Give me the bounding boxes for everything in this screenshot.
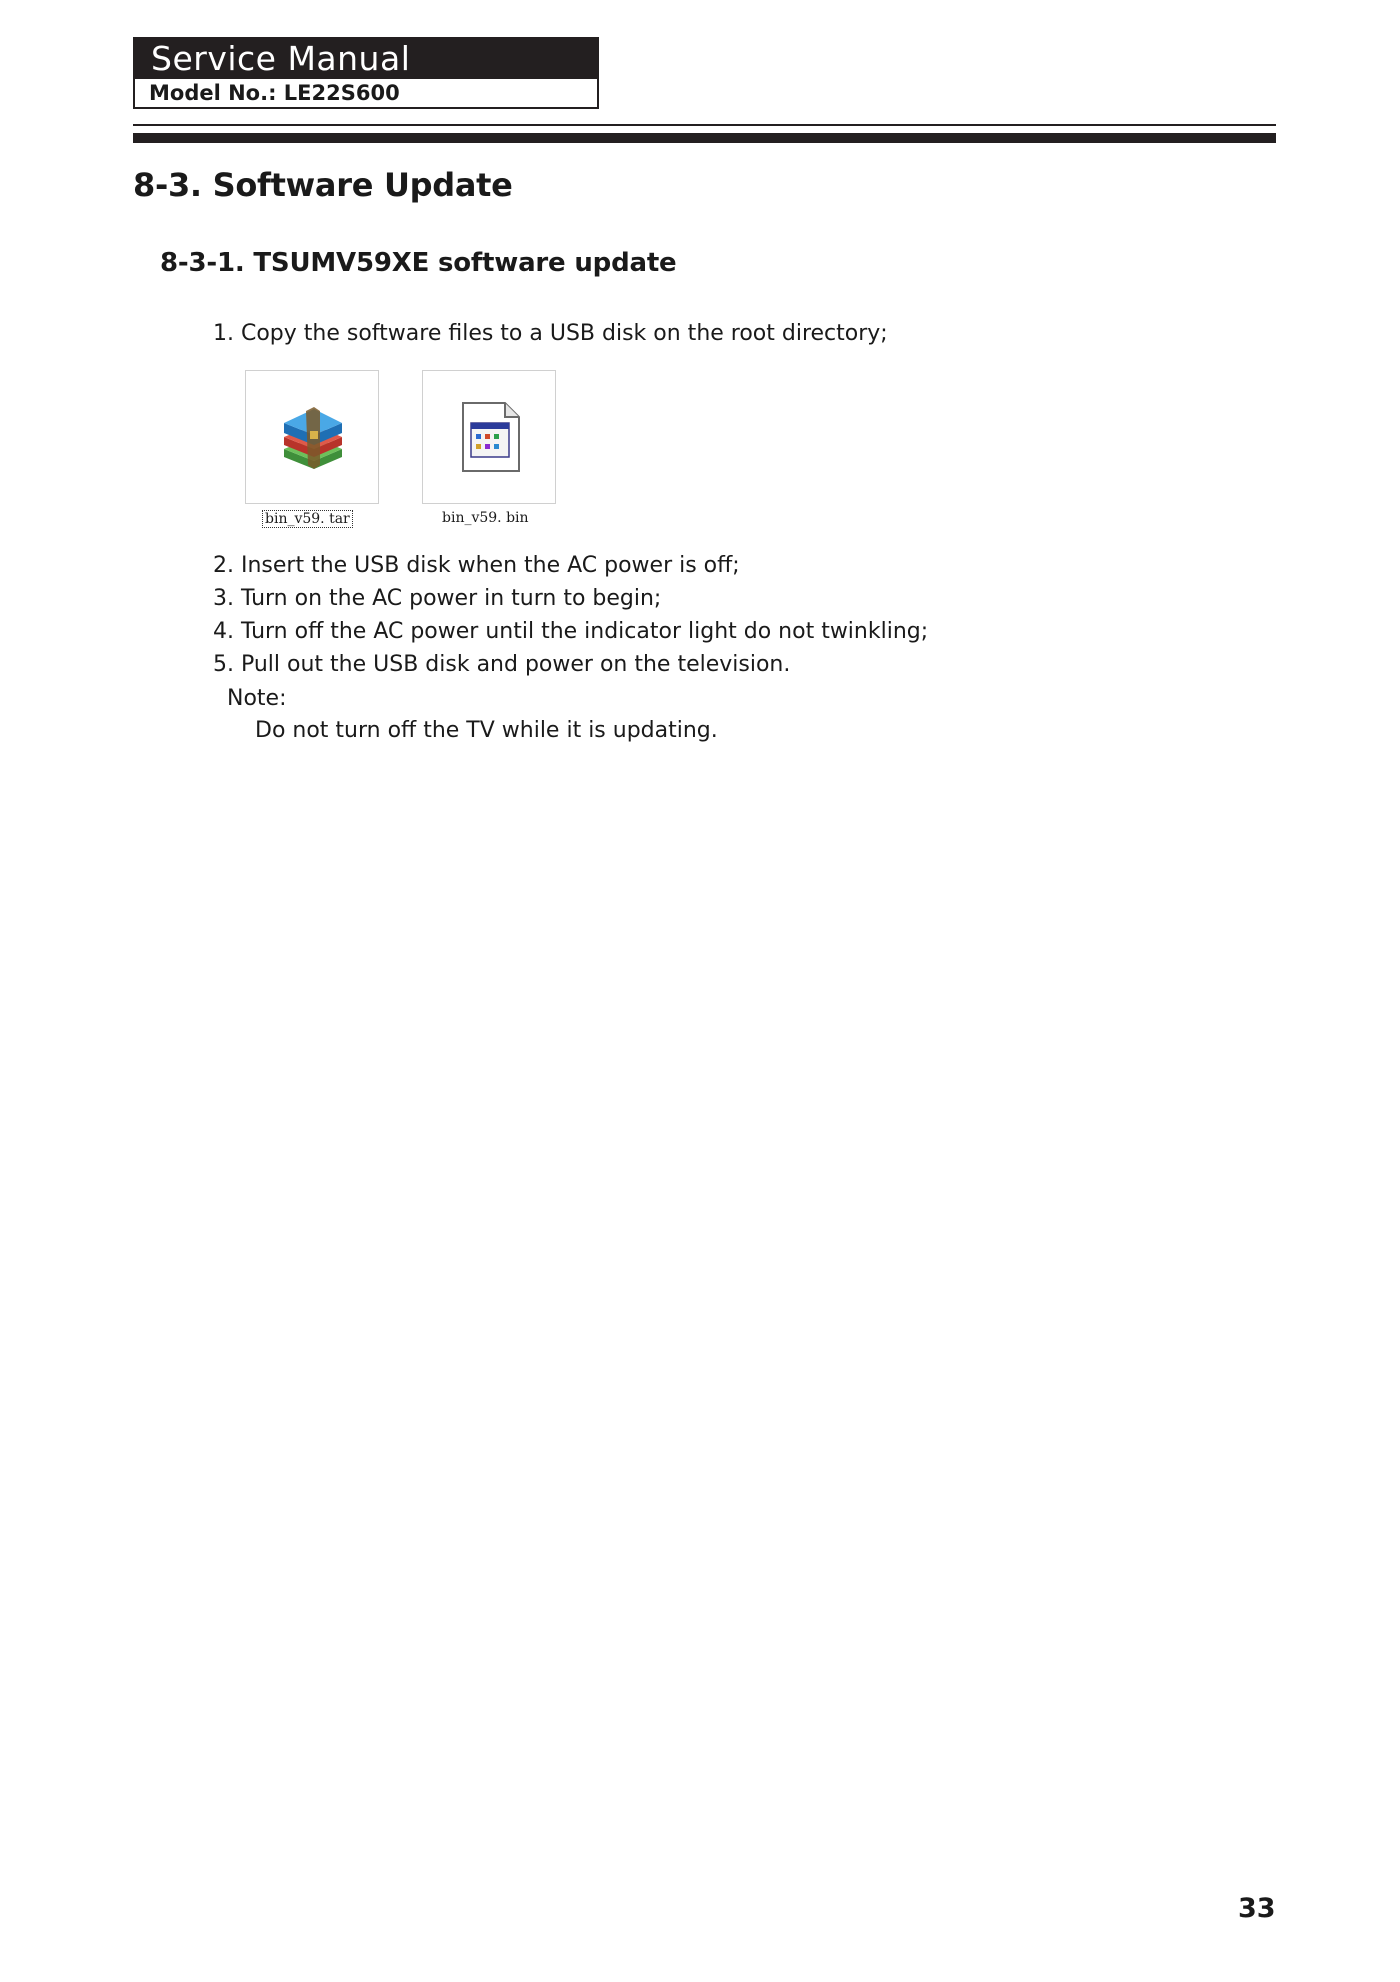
note-text: Do not turn off the TV while it is updating. xyxy=(255,718,718,743)
header-rule-thin xyxy=(133,124,1276,126)
step-4: 4. Turn off the AC power until the indicator light do not twinkling; xyxy=(213,619,929,644)
file-tile-tar[interactable] xyxy=(245,370,379,504)
header-box xyxy=(133,37,599,109)
file-tile-bin[interactable] xyxy=(422,370,556,504)
step-5: 5. Pull out the USB disk and power on the television. xyxy=(213,652,791,677)
binary-file-icon xyxy=(423,371,555,503)
step-1: 1. Copy the software files to a USB disk on the root directory; xyxy=(213,321,888,346)
step-2: 2. Insert the USB disk when the AC power is off; xyxy=(213,553,740,578)
note-label: Note: xyxy=(227,686,287,711)
archive-books-icon xyxy=(246,371,378,503)
header-rule-thick xyxy=(133,133,1276,143)
header-title: Service Manual xyxy=(135,39,597,79)
step-3: 3. Turn on the AC power in turn to begin; xyxy=(213,586,662,611)
subsection-title: 8-3-1. TSUMV59XE software update xyxy=(160,248,677,278)
model-number: Model No.: LE22S600 xyxy=(149,81,400,105)
page-number: 33 xyxy=(1238,1893,1276,1924)
section-title: 8-3. Software Update xyxy=(133,166,513,204)
file-name-bin[interactable]: bin_v59. bin xyxy=(442,510,529,526)
file-name-tar[interactable]: bin_v59. tar xyxy=(262,510,353,528)
